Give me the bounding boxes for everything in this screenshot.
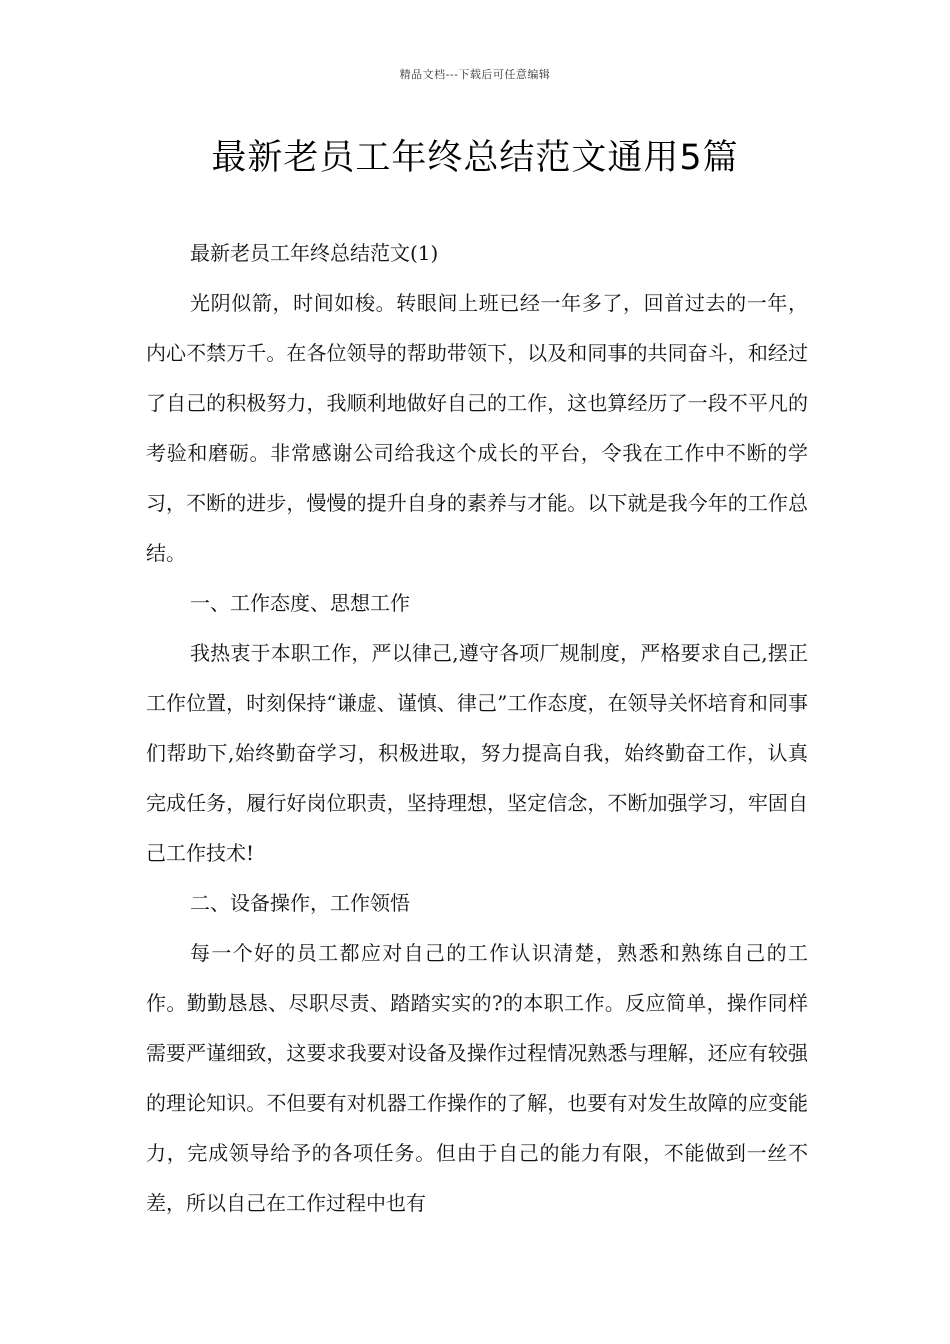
body-paragraph: 每一个好的员工都应对自己的工作认识清楚，熟悉和熟练自己的工作。勤勤恳恳、尽职尽责、踏踏实实的?的本职工作。反应简单，操作同样需要严谨细致，这要求我要对设备及操作过程情况熟悉与理解，还应有较强的理论知识。不但要有对机器工作操作的了解，也要有对发生故障的应变能力，完成领导给予的各项任务。但由于自己的能力有限，不能做到一丝不差，所以自己在工作过程中也有 xyxy=(146,941,808,1215)
section-heading: 最新老员工年终总结范文(1) xyxy=(190,241,439,265)
document-body xyxy=(146,228,808,1228)
section-heading: 二、设备操作，工作领悟 xyxy=(190,891,410,915)
document-title: 最新老员工年终总结范文通用5篇 xyxy=(211,138,739,178)
section-heading: 一、工作态度、思想工作 xyxy=(190,591,410,615)
body-paragraph: 我热衷于本职工作，严以律己,遵守各项厂规制度，严格要求自己,摆正工作位置，时刻保持“谦虚、谨慎、律己”工作态度，在领导关怀培育和同事们帮助下,始终勤奋学习，积极进取，努力提高自我，始终勤奋工作，认真完成任务，履行好岗位职责，坚持理想，坚定信念，不断加强学习，牢固自己工作技术! xyxy=(146,641,808,865)
header-note: 精品文档---下载后可任意编辑 xyxy=(399,68,551,81)
body-paragraph: 光阴似箭，时间如梭。转眼间上班已经一年多了，回首过去的一年，内心不禁万千。在各位领导的帮助带领下，以及和同事的共同奋斗，和经过了自己的积极努力，我顺利地做好自己的工作，这也算经历了一段不平凡的考验和磨砺。非常感谢公司给我这个成长的平台，令我在工作中不断的学习，不断的进步，慢慢的提升自身的素养与才能。以下就是我今年的工作总结。 xyxy=(146,291,808,565)
